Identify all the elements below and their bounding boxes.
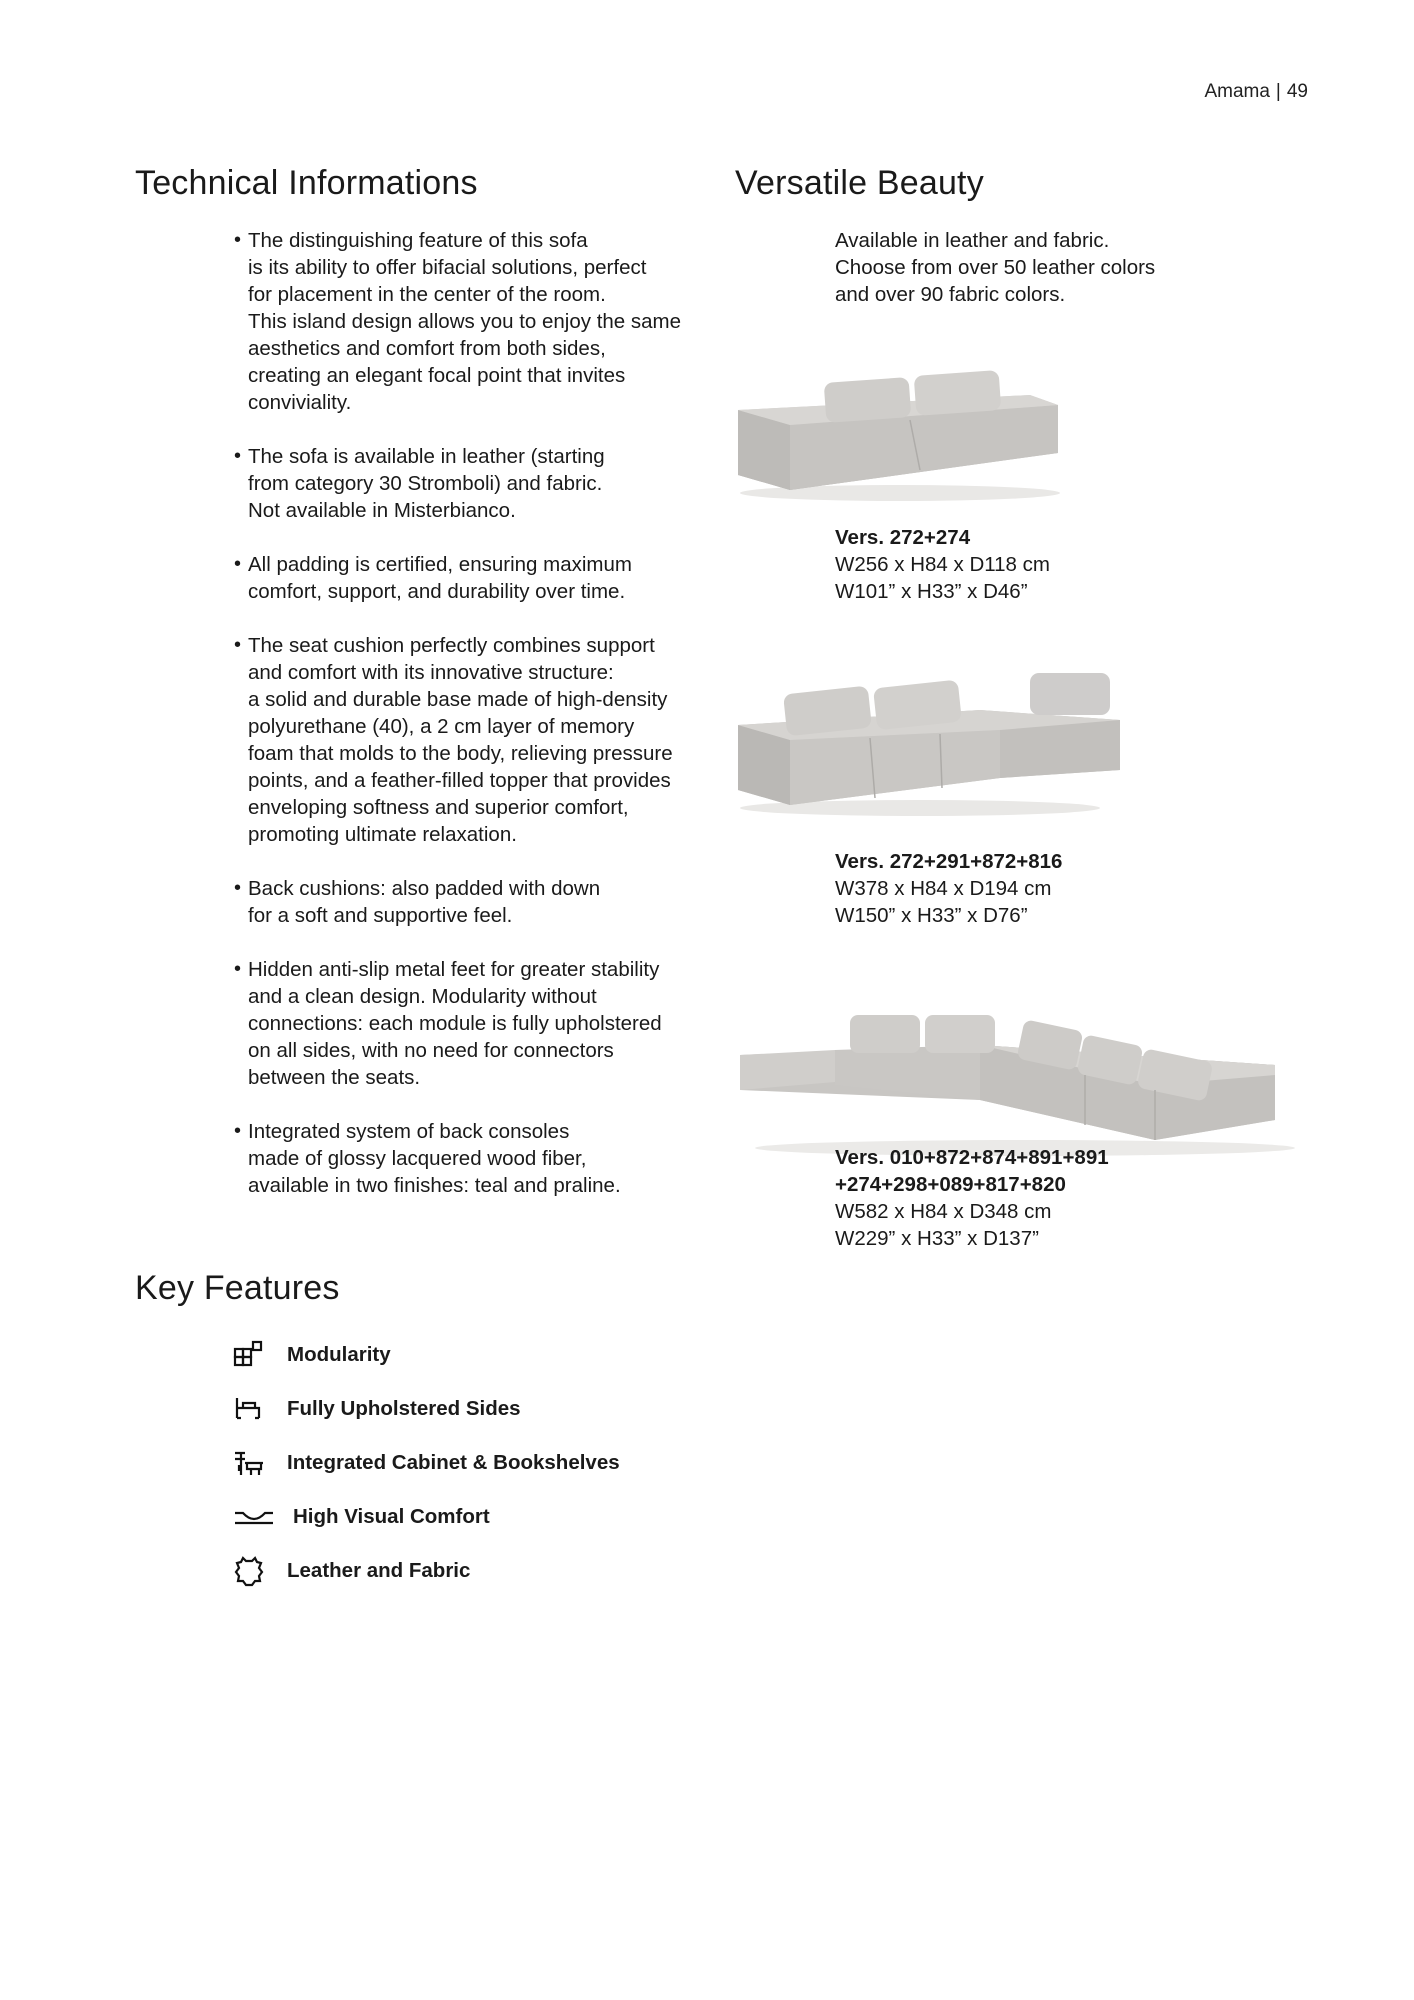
version-spec — [835, 848, 1062, 929]
technical-item — [234, 227, 714, 416]
technical-item — [234, 956, 714, 1091]
page-header — [1204, 81, 1308, 103]
brand-name: Amama — [1204, 81, 1270, 102]
feature-item — [233, 1382, 733, 1436]
version-metric: W256 x H84 x D118 cm — [835, 553, 1050, 576]
technical-item-text: • Integrated system of back consoles made of glossy lacquered wood fiber, available in two finishes: teal and praline. — [248, 1120, 621, 1197]
technical-item-text: • The seat cushion perfectly combines support and comfort with its innovative structure: a solid and durable base made of high-density polyurethane (40), a 2 cm layer of memory foam that molds to the body, relieving pressure points, and a feather-filled topper that provides enveloping softness and superior comfort, promoting ultimate relaxation. — [248, 634, 673, 846]
version-imperial: W150” x H33” x D76” — [835, 904, 1028, 927]
key-features-list — [233, 1328, 733, 1598]
feature-item — [233, 1544, 733, 1598]
feature-label: Fully Upholstered Sides — [287, 1397, 521, 1420]
technical-informations-title: Technical Informations — [135, 164, 478, 202]
feature-label: Integrated Cabinet & Bookshelves — [287, 1451, 620, 1474]
technical-item — [234, 632, 714, 848]
key-features-title: Key Features — [135, 1269, 340, 1307]
leather-hide-icon — [233, 1555, 265, 1587]
version-code: Vers. 272+274 — [835, 526, 971, 549]
feature-label: High Visual Comfort — [293, 1505, 490, 1528]
technical-item — [234, 551, 714, 605]
header-separator: | — [1275, 81, 1281, 102]
technical-item — [234, 875, 714, 929]
version-code: Vers. 010+872+874+891+891 +274+298+089+817+820 — [835, 1146, 1109, 1196]
feature-label: Modularity — [287, 1343, 391, 1366]
version-code: Vers. 272+291+872+816 — [835, 850, 1063, 873]
technical-list — [234, 227, 714, 1226]
versatile-intro: Available in leather and fabric. Choose from over 50 leather colors and over 90 fabric colors. — [835, 229, 1156, 306]
sofa-image-with-chaise — [730, 670, 1130, 820]
version-imperial: W229” x H33” x D137” — [835, 1227, 1039, 1250]
version-spec — [835, 524, 1050, 605]
feature-item — [233, 1490, 733, 1544]
modularity-icon — [233, 1339, 265, 1371]
sofa-image-two-seater — [730, 365, 1070, 505]
versatile-beauty-title: Versatile Beauty — [735, 164, 984, 202]
technical-item — [234, 1118, 714, 1199]
technical-item-text: • Back cushions: also padded with down for a soft and supportive feel. — [248, 877, 601, 927]
version-metric: W378 x H84 x D194 cm — [835, 877, 1052, 900]
technical-item-text: • Hidden anti-slip metal feet for greater stability and a clean design. Modularity without connections: each module is fully upholstered on all sides, with no need for connectors between the seats. — [248, 958, 662, 1089]
comfort-wave-icon — [233, 1501, 275, 1533]
page-number: 49 — [1286, 81, 1308, 102]
technical-item — [234, 443, 714, 524]
sofa-image-corner-composition — [735, 1000, 1295, 1160]
technical-item-text: • The distinguishing feature of this sofa is its ability to offer bifacial solutions, perfect for placement in the center of the room. This island design allows you to enjoy the same aesthetics and comfort from both sides, creating an elegant focal point that invites conviviality. — [248, 229, 682, 414]
version-imperial: W101” x H33” x D46” — [835, 580, 1028, 603]
feature-item — [233, 1328, 733, 1382]
cabinet-bookshelf-icon — [233, 1447, 265, 1479]
feature-label: Leather and Fabric — [287, 1559, 471, 1582]
sofa-side-icon — [233, 1393, 265, 1425]
technical-item-text: • All padding is certified, ensuring maximum comfort, support, and durability over time. — [248, 553, 632, 603]
technical-item-text: • The sofa is available in leather (starting from category 30 Stromboli) and fabric. Not available in Misterbianco. — [248, 445, 605, 522]
version-spec — [835, 1144, 1109, 1252]
feature-item — [233, 1436, 733, 1490]
version-metric: W582 x H84 x D348 cm — [835, 1200, 1052, 1223]
